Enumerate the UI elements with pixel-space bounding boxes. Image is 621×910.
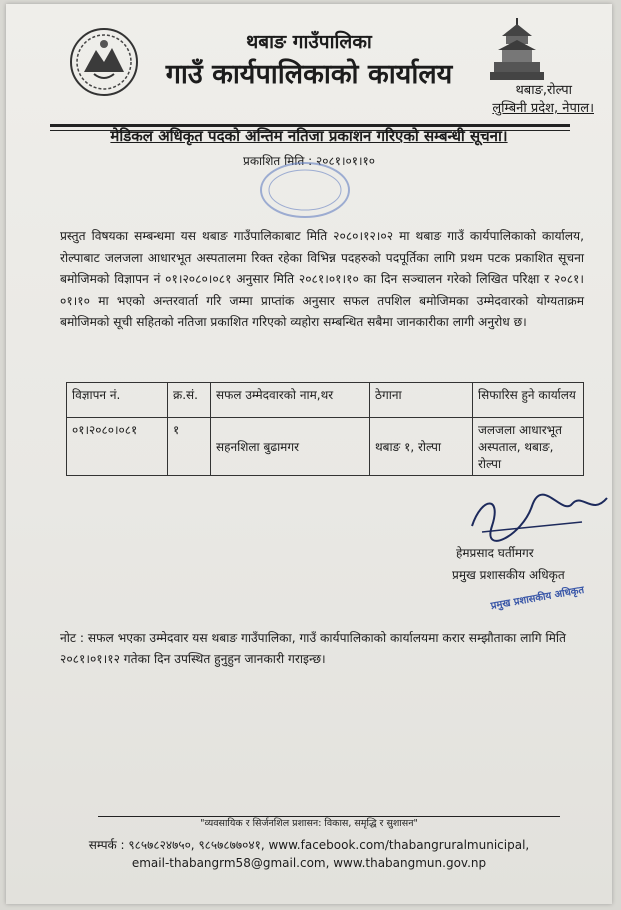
notice-document bbox=[6, 4, 612, 904]
col-header-candidate-name: सफल उम्मेदवारको नाम,थर bbox=[211, 383, 370, 418]
municipality-name: थबाङ गाउँपालिका bbox=[246, 31, 372, 53]
officer-title: प्रमुख प्रशासकीय अधिकृत bbox=[452, 568, 565, 582]
cell-serial: १ bbox=[168, 418, 211, 476]
office-name: गाउँ कार्यपालिकाको कार्यालय bbox=[165, 59, 453, 90]
address-line-2: लुम्बिनी प्रदेश, नेपाल। bbox=[492, 101, 594, 116]
signature-icon bbox=[462, 486, 612, 546]
col-header-serial: क्र.सं. bbox=[168, 383, 211, 418]
result-table bbox=[66, 382, 584, 476]
col-header-ad-number: विज्ञापन नं. bbox=[67, 383, 168, 418]
cell-ad-number: ०१।२०८०।०८१ bbox=[67, 418, 168, 476]
notice-subject: मेडिकल अधिकृत पदको अन्तिम नतिजा प्रकाशन गरिएको सम्बन्धी सूचना। bbox=[110, 127, 508, 145]
footer-contact-line-2: email-thabangrm58@gmail.com, www.thabangmun.gov.np bbox=[131, 856, 487, 870]
col-header-recommended-office: सिफारिस हुने कार्यालय bbox=[473, 383, 584, 418]
published-date: प्रकाशित मिति : २०८१।०१।१० bbox=[243, 154, 375, 168]
note-text: नोट : सफल भएका उम्मेदवार यस थबाङ गाउँपालिका, गाउँ कार्यपालिकाको कार्यालयमा करार सम्झौताका लागि मिति २०८१।०१।१२ गतेका दिन उपस्थित हुनुहुन जानकारी गराइन्छ। bbox=[60, 631, 566, 666]
cell-recommended-office: जलजला आधारभूत अस्पताल, थबाङ, रोल्पा bbox=[473, 418, 584, 476]
table-row bbox=[67, 418, 584, 476]
address-line-1: थबाङ,रोल्पा bbox=[515, 83, 572, 98]
col-header-address: ठेगाना bbox=[370, 383, 473, 418]
footer-contact-line-1: सम्पर्क : ९८५७८२४७५०, ९८५७८७७०४१, www.facebook.com/thabangruralmunicipal, bbox=[88, 838, 530, 852]
notice-body: प्रस्तुत विषयका सम्बन्धमा यस थबाङ गाउँपालिकाबाट मिति २०८०।१२।०२ मा थबाङ गाउँ कार्यपालिकाको कार्यालय, रोल्पाबाट जलजला आधारभूत अस्पतालमा रिक्त रहेका विभिन्न पदहरुको पदपूर्तिका लागि प्रथम पटक प्रकाशित सूचना बमोजिमको विज्ञापन नं ०१।२०८०।०८१ अनुसार मिति २०८१।०१।१० का दिन सञ्चालन गरेको लिखित परिक्षा र २०८१।०१।१० मा भएको अन्तरवार्ता गरि जम्मा प्राप्तांक अनुसार सफल तपशिल बमोजिमका उम्मेदवारको योग्यताक्रम बमोजिमको सूची सहितको नतिजा प्रकाशित गरिएको व्यहोरा सम्बन्धित सबैमा जानकारीका लागी अनुरोध छ। bbox=[60, 229, 584, 329]
footer-slogan: "व्यवसायिक र सिर्जनशिल प्रशासन: विकास, समृद्धि र सुशासन" bbox=[200, 818, 418, 829]
cell-address: थबाङ १, रोल्पा bbox=[370, 418, 473, 476]
cell-candidate-name: सहनशिला बुढामगर bbox=[211, 418, 370, 476]
office-stamp-icon bbox=[258, 160, 352, 220]
table-header-row bbox=[67, 383, 584, 418]
officer-name: हेमप्रसाद घर्तीमगर bbox=[456, 546, 534, 560]
officer-seal: प्रमुख प्रशासकीय अधिकृत bbox=[490, 584, 585, 613]
